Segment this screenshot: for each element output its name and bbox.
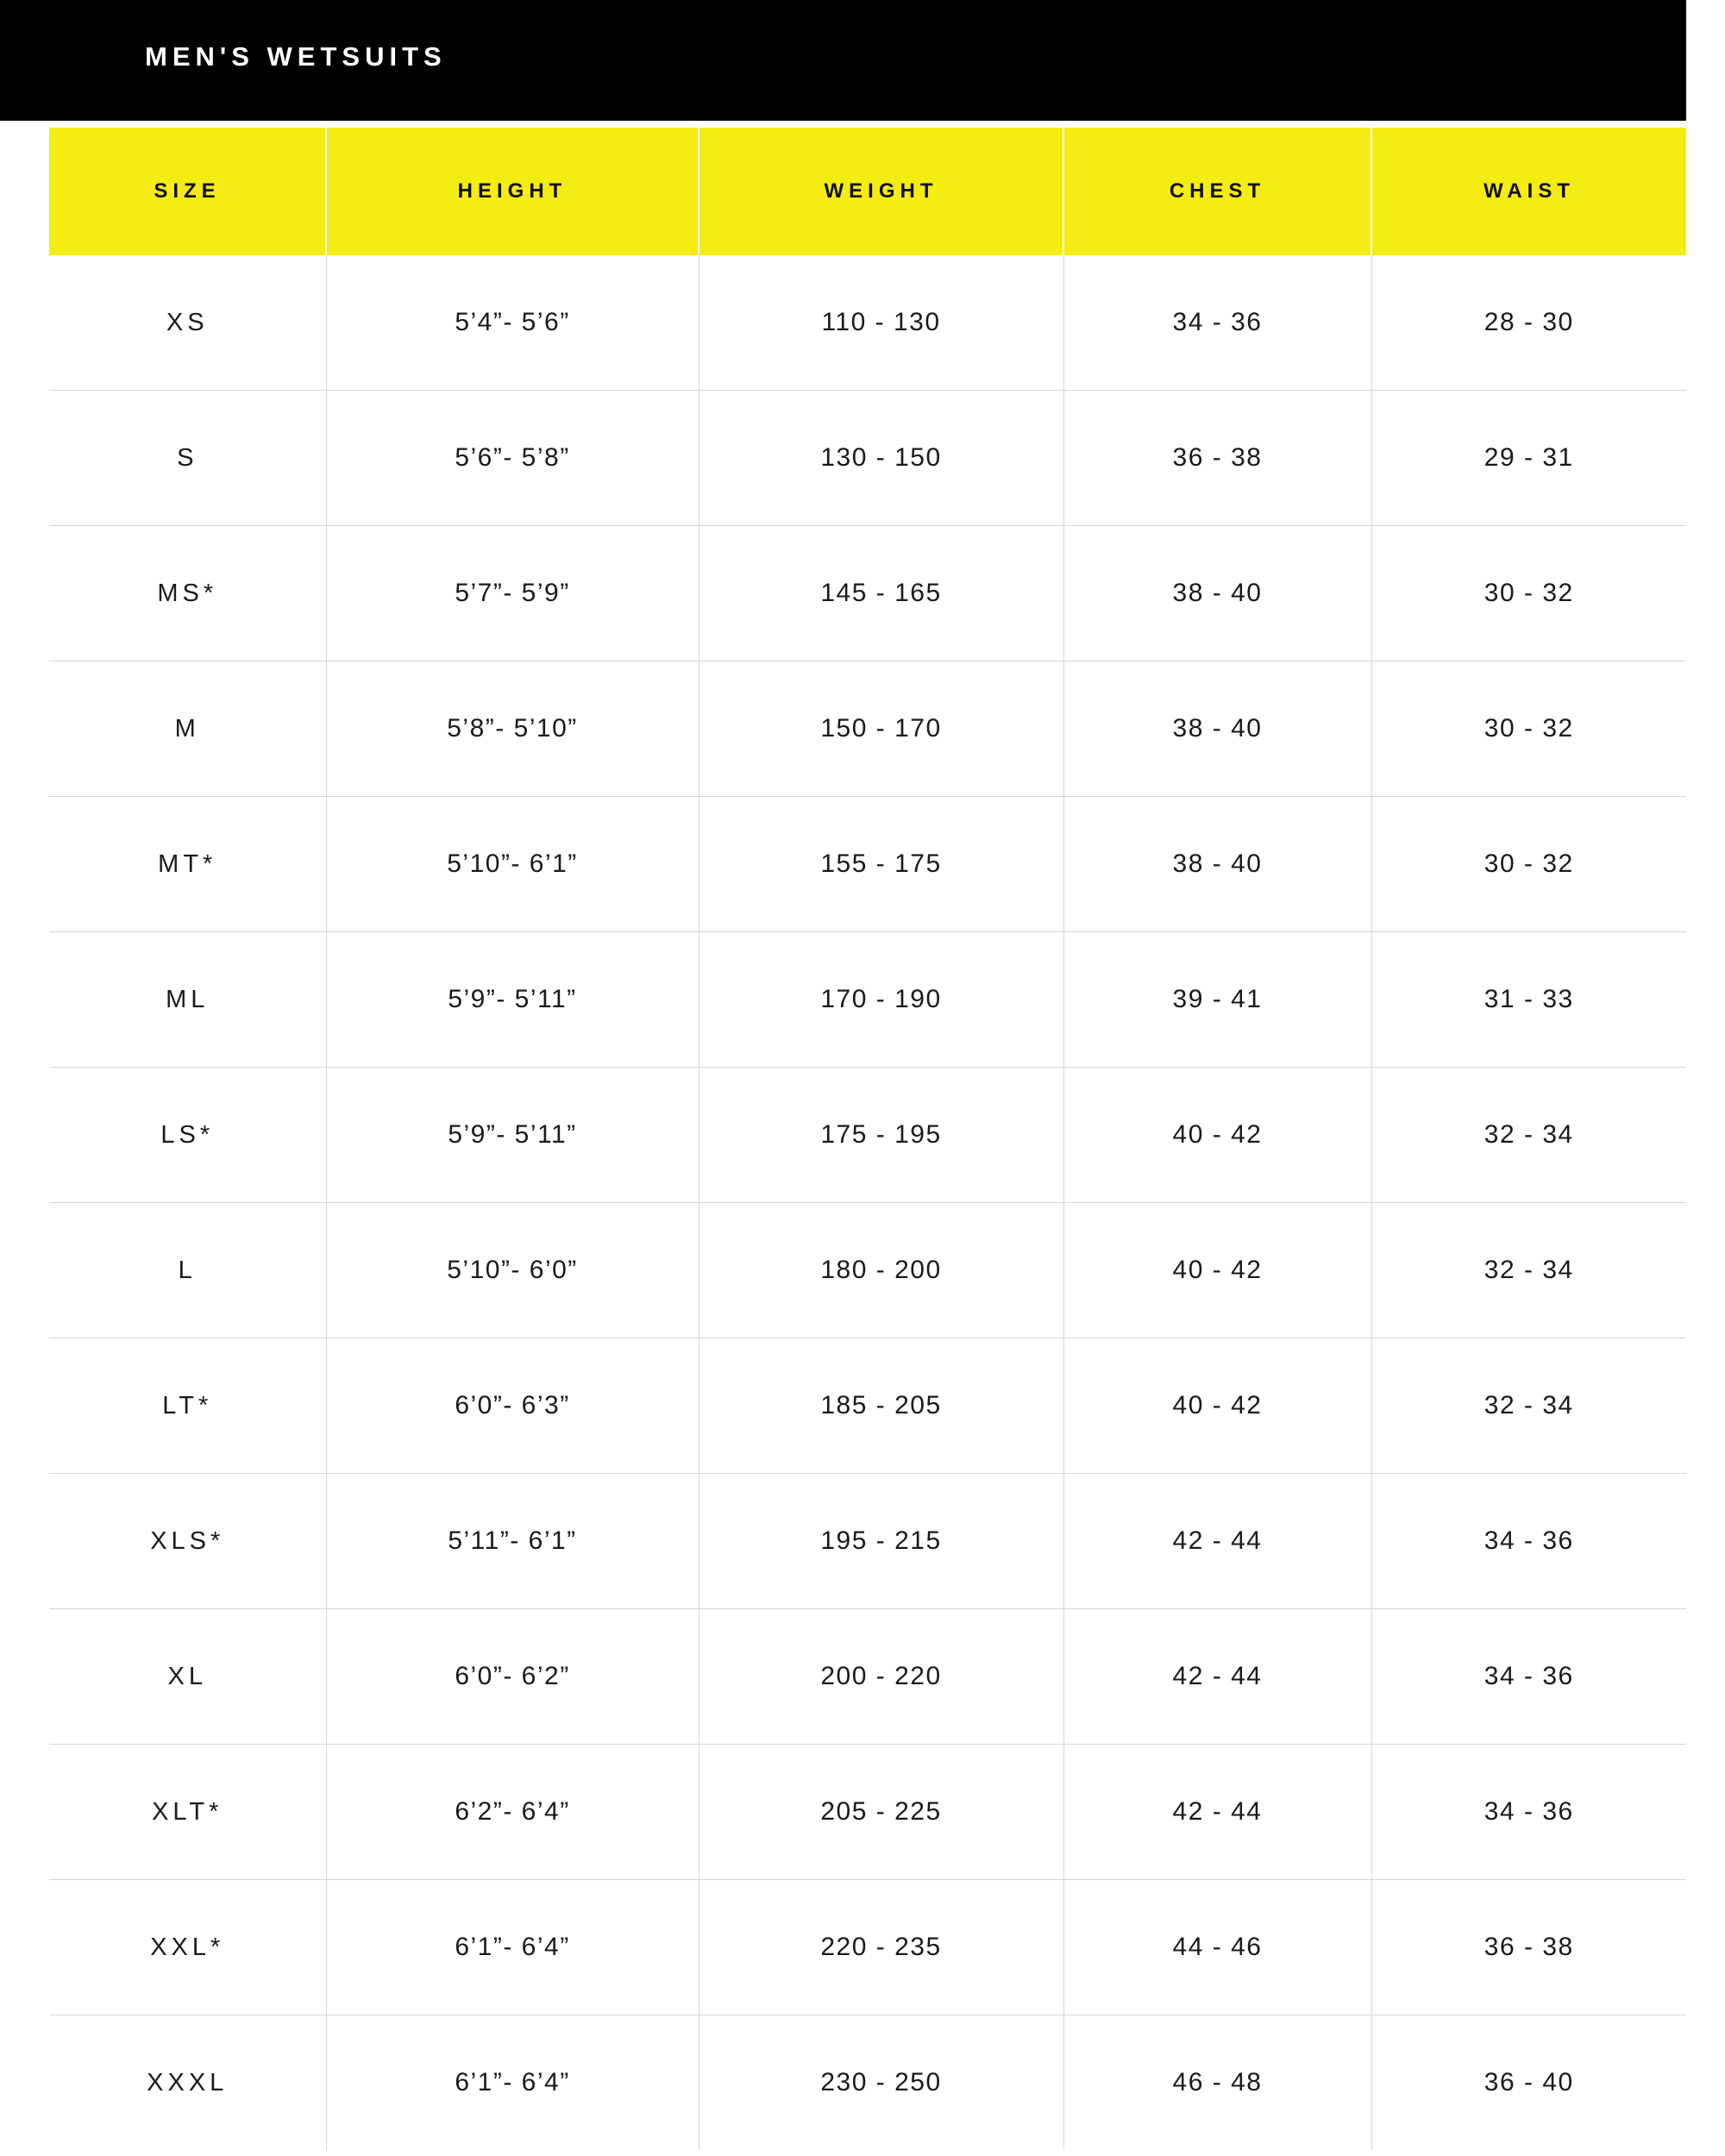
cell-size: MT* bbox=[49, 797, 326, 932]
cell-height: 5’7”- 5’9” bbox=[326, 526, 699, 661]
table-row bbox=[49, 661, 1686, 797]
table-row bbox=[49, 1745, 1686, 1880]
table-row bbox=[49, 391, 1686, 526]
cell-waist: 32 - 34 bbox=[1371, 1068, 1686, 1203]
cell-chest: 42 - 44 bbox=[1063, 1609, 1371, 1745]
cell-weight: 150 - 170 bbox=[699, 661, 1063, 797]
cell-height: 5’9”- 5’11” bbox=[326, 1068, 699, 1203]
table-row bbox=[49, 932, 1686, 1068]
cell-waist: 30 - 32 bbox=[1371, 526, 1686, 661]
cell-chest: 38 - 40 bbox=[1063, 797, 1371, 932]
cell-chest: 44 - 46 bbox=[1063, 1880, 1371, 2015]
cell-size: XS bbox=[49, 255, 326, 391]
cell-height: 6’2”- 6’4” bbox=[326, 1745, 699, 1880]
cell-height: 5’11”- 6’1” bbox=[326, 1474, 699, 1609]
cell-weight: 175 - 195 bbox=[699, 1068, 1063, 1203]
cell-weight: 185 - 205 bbox=[699, 1338, 1063, 1474]
cell-size: ML bbox=[49, 932, 326, 1068]
cell-weight: 220 - 235 bbox=[699, 1880, 1063, 2015]
cell-size: XXXL bbox=[49, 2015, 326, 2151]
cell-size: LS* bbox=[49, 1068, 326, 1203]
cell-chest: 38 - 40 bbox=[1063, 661, 1371, 797]
cell-size: XLS* bbox=[49, 1474, 326, 1609]
cell-waist: 36 - 40 bbox=[1484, 2068, 1574, 2096]
cell-waist: 34 - 36 bbox=[1371, 1474, 1686, 1609]
table-row bbox=[49, 2015, 1686, 2151]
cell-chest: 38 - 40 bbox=[1063, 526, 1371, 661]
cell-chest: 40 - 42 bbox=[1063, 1338, 1371, 1474]
cell-height: 6’1”- 6’4” bbox=[326, 1880, 699, 2015]
cell-size: XL bbox=[49, 1609, 326, 1745]
cell-size: XXL* bbox=[49, 1880, 326, 2015]
cell-size: S bbox=[49, 391, 326, 526]
cell-waist: 34 - 36 bbox=[1371, 1609, 1686, 1745]
cell-height: 6’0”- 6’2” bbox=[326, 1609, 699, 1745]
column-header-waist: WAIST bbox=[1371, 128, 1686, 255]
cell-waist: 31 - 33 bbox=[1371, 932, 1686, 1068]
cell-chest: 40 - 42 bbox=[1063, 1203, 1371, 1338]
cell-height: 5’6”- 5’8” bbox=[326, 391, 699, 526]
cell-weight: 230 - 250 bbox=[699, 2015, 1063, 2151]
cell-waist: 30 - 32 bbox=[1371, 661, 1686, 797]
column-header-weight: WEIGHT bbox=[699, 128, 1063, 255]
page-title: MEN'S WETSUITS bbox=[145, 41, 447, 72]
table-row bbox=[49, 1203, 1686, 1338]
table-row bbox=[49, 526, 1686, 661]
column-header-size: SIZE bbox=[49, 128, 326, 255]
cell-weight: 170 - 190 bbox=[699, 932, 1063, 1068]
cell-weight: 195 - 215 bbox=[699, 1474, 1063, 1609]
cell-weight: 145 - 165 bbox=[699, 526, 1063, 661]
cell-weight: 200 - 220 bbox=[699, 1609, 1063, 1745]
cell-size: MS* bbox=[49, 526, 326, 661]
cell-chest: 40 - 42 bbox=[1063, 1068, 1371, 1203]
cell-weight: 155 - 175 bbox=[699, 797, 1063, 932]
table-header-row bbox=[49, 128, 1686, 255]
cell-height: 5’4”- 5’6” bbox=[326, 255, 699, 391]
cell-chest: 39 - 41 bbox=[1063, 932, 1371, 1068]
cell-waist: 29 - 31 bbox=[1371, 391, 1686, 526]
cell-size: LT* bbox=[49, 1338, 326, 1474]
cell-height: 6’0”- 6’3” bbox=[326, 1338, 699, 1474]
table-header bbox=[49, 128, 1686, 255]
cell-weight: 205 - 225 bbox=[699, 1745, 1063, 1880]
size-chart-table bbox=[49, 128, 1686, 2150]
column-header-height: HEIGHT bbox=[326, 128, 699, 255]
table-body bbox=[49, 255, 1686, 2150]
cell-height: 5’10”- 6’1” bbox=[326, 797, 699, 932]
cell-waist: 32 - 34 bbox=[1371, 1203, 1686, 1338]
cell-waist: 28 - 30 bbox=[1371, 255, 1686, 391]
table-row bbox=[49, 1338, 1686, 1474]
page-title-bar bbox=[0, 0, 1686, 121]
cell-chest: 36 - 38 bbox=[1063, 391, 1371, 526]
table-row bbox=[49, 1068, 1686, 1203]
cell-size: L bbox=[49, 1203, 326, 1338]
cell-waist: 32 - 34 bbox=[1371, 1338, 1686, 1474]
column-header-chest: CHEST bbox=[1063, 128, 1371, 255]
cell-chest: 42 - 44 bbox=[1063, 1745, 1371, 1880]
cell-height: 6’1”- 6’4” bbox=[326, 2015, 699, 2151]
cell-chest: 42 - 44 bbox=[1063, 1474, 1371, 1609]
cell-size: M bbox=[49, 661, 326, 797]
table-row bbox=[49, 255, 1686, 391]
cell-height: 5’9”- 5’11” bbox=[326, 932, 699, 1068]
cell-weight: 110 - 130 bbox=[699, 255, 1063, 391]
cell-size: XLT* bbox=[49, 1745, 326, 1880]
cell-waist: 34 - 36 bbox=[1371, 1745, 1686, 1880]
cell-height: 5’10”- 6’0” bbox=[326, 1203, 699, 1338]
table-row bbox=[49, 797, 1686, 932]
cell-waist: 36 - 38 bbox=[1371, 1880, 1686, 2015]
cell-weight: 130 - 150 bbox=[699, 391, 1063, 526]
table-row bbox=[49, 1880, 1686, 2015]
table-row bbox=[49, 1609, 1686, 1745]
table-row bbox=[49, 1474, 1686, 1609]
cell-chest: 46 - 48 bbox=[1063, 2015, 1371, 2151]
cell-waist: 30 - 32 bbox=[1371, 797, 1686, 932]
cell-height: 5’8”- 5’10” bbox=[326, 661, 699, 797]
cell-weight: 180 - 200 bbox=[699, 1203, 1063, 1338]
cell-chest: 34 - 36 bbox=[1063, 255, 1371, 391]
